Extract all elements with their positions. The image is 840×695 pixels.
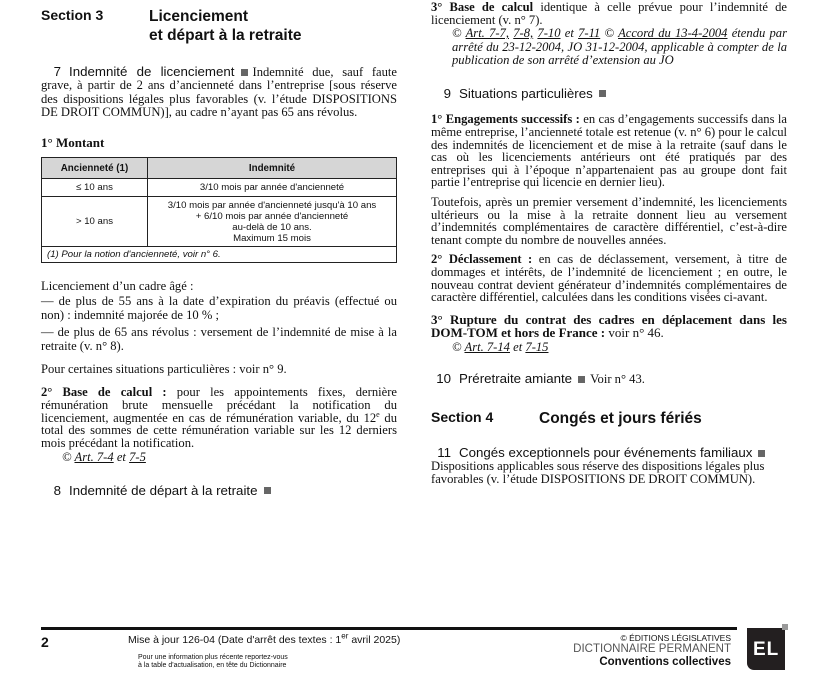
update-info — [128, 631, 401, 646]
table-footnote-row — [42, 247, 397, 263]
engagements-text: en cas d’engagements successifs dans la même entreprise, l’ancienneté totale est retenue (v. n° 6) pour le calcul des indemnités de licenciement et de mise à la retraite (sauf dans le cas où les licenciements antérieurs ont été pratiqués par des entreprises qui à l’époque n’appartenaient pas au groupe dont fait partie l’entreprise qui licencie en dernier lieu). — [431, 112, 787, 190]
base-calcul-text: pour les appointements fixes, dernière rémunération brute mensuelle précédant la notification du licenciement, augmentée en cas de rémunération variable, du 12 — [41, 385, 397, 425]
entry-number: 8 — [53, 482, 61, 498]
cell-line: + 6/10 mois par année d'ancienneté — [195, 210, 349, 222]
update-note-line: Pour une information plus récente reportez-vous — [138, 654, 288, 661]
cell-line: 3/10 mois par année d'ancienneté jusqu'à 10 ans — [167, 199, 377, 211]
article-link[interactable]: 7-11 — [578, 26, 601, 41]
base-calcul-text-end: du total des sommes de cette rémunération variable sur les 12 derniers mois précédant la notification. — [41, 410, 397, 450]
accord-details: étendu par arrêté du 23-12-2004, JO 31-12-2004, applicable à compter de la publication de son arrêté d’extension au JO — [452, 26, 788, 68]
section-title-line1: Licenciement — [149, 8, 249, 25]
section-title — [149, 7, 301, 45]
section-number: Section 4 — [431, 408, 494, 425]
entry-number: 7 — [53, 64, 61, 79]
copyright-icon: © — [452, 26, 462, 41]
article-link[interactable]: 7-5 — [129, 450, 146, 465]
table-footnote: (1) Pour la notion d'ancienneté, voir n° 6. — [42, 247, 397, 263]
entry-11-heading — [431, 445, 752, 460]
entry-title: Indemnité de licenciement — [69, 64, 235, 79]
article-link[interactable]: 7-10 — [537, 26, 561, 41]
square-bullet-icon — [599, 90, 606, 97]
declassement-text: en cas de déclassement, versement, à titre de dommages et intérêts, de l’indemnité de licenciement ; en outre, le nouveau contrat devient générateur d’indemnités complémentaires de caractère différentiel, calculées dans les conditions visées ci-avant. — [431, 252, 787, 305]
entry-8 — [41, 484, 397, 497]
rupture-contrat — [431, 313, 787, 340]
update-note-line: à la table d'actualisation, en tête du Dictionnaire — [138, 661, 287, 669]
table-cell — [148, 197, 397, 247]
section-4-heading — [431, 409, 787, 428]
table-header: Indemnité — [148, 158, 397, 179]
engagements-label: 1° Engagements successifs : — [431, 112, 580, 127]
article-link[interactable]: Art. 7-4 — [74, 450, 114, 465]
section-number: Section 3 — [41, 7, 104, 23]
entry-10-heading — [431, 371, 572, 386]
base-calcul-label: 2° Base de calcul : — [41, 385, 167, 400]
superscript: er — [341, 631, 349, 641]
toutefois-paragraph: Toutefois, après un premier versement d’indemnité, les licenciements ultérieurs ou la mise à la retraite donnent lieu au versement d’indemnités complémentaires de caractère différentiel, c’est-à-dire tenant compte du nombre de nouvelles années. — [431, 194, 787, 247]
table-row — [42, 179, 397, 197]
superscript: e — [376, 409, 380, 419]
entry-number: 9 — [443, 85, 451, 101]
square-bullet-icon — [264, 487, 271, 494]
situations-reference: Pour certaines situations particulières : voir n° 9. — [41, 362, 287, 377]
declassement — [431, 253, 787, 303]
entry-7-heading — [41, 64, 235, 79]
el-logo-icon — [747, 628, 785, 670]
entry-number: 11 — [437, 444, 451, 460]
cadre-age-intro: Licenciement d’un cadre âgé : — [41, 279, 194, 294]
section-title-line2: et départ à la retraite — [149, 27, 302, 44]
entry-title: Situations particulières — [459, 85, 593, 101]
table-cell: > 10 ans — [42, 197, 148, 247]
table-header-row — [42, 158, 397, 179]
square-bullet-icon — [758, 450, 765, 457]
entry-7 — [41, 65, 397, 120]
right-column — [431, 0, 787, 486]
left-column — [41, 0, 397, 497]
table-cell: ≤ 10 ans — [42, 179, 148, 197]
update-text-end: avril 2025) — [348, 634, 401, 646]
base-calcul-label: 3° Base de calcul — [431, 0, 534, 14]
cadre-age-item-2: — de plus de 65 ans révolus : versement de l’indemnité de mise à la retraite (v. n° 8). — [41, 325, 397, 353]
square-bullet-icon — [241, 69, 248, 76]
copyright-icon: © — [62, 450, 72, 465]
entry-10 — [431, 372, 787, 386]
entry-number: 10 — [436, 371, 451, 387]
indemnity-table — [41, 157, 397, 263]
accord-link[interactable]: Accord du 13-4-2004 — [618, 26, 728, 41]
article-link[interactable]: 7-8, — [513, 26, 534, 41]
entry-11 — [431, 446, 787, 486]
base-calcul-text: identique à celle prévue pour l’indemnité de licenciement (v. n° 7). — [431, 0, 787, 27]
conjunction: et — [513, 339, 523, 354]
references-entry-8 — [431, 27, 787, 68]
article-link[interactable]: Art. 7-14 — [464, 339, 510, 354]
section-3-heading — [41, 7, 397, 45]
entry-11-text: Dispositions applicables sous réserve des dispositions légales plus favorables (v. l’étude DISPOSITIONS DE DROIT COMMUN). — [431, 458, 765, 486]
references-entry-7 — [41, 451, 397, 464]
entry-10-text: Voir n° 43. — [590, 372, 645, 387]
rupture-text: voir n° 46. — [605, 325, 664, 341]
conjunction: et — [564, 26, 574, 41]
base-calcul-3 — [431, 1, 787, 26]
rupture-label: 3° Rupture du contrat des cadres en déplacement dans les DOM-TOM et hors de France : — [431, 311, 787, 341]
article-link[interactable]: Art. 7-7, — [465, 26, 510, 41]
update-text: Mise à jour 126-04 (Date d'arrêt des textes : 1 — [128, 634, 342, 646]
logo-text: EL — [753, 639, 780, 660]
publisher-name: © ÉDITIONS LÉGISLATIVES — [620, 633, 731, 643]
entry-7-text: Indemnité due, sauf faute grave, à partir de 2 ans d’ancienneté dans l’entreprise [sous réserve des dispositions légales plus favorables (v. l’étude DISPOSITIONS DE DROIT COMMUN)], au cadre n’ayant pas 65 ans révolus. — [41, 65, 397, 120]
copyright-icon: © — [452, 339, 462, 354]
footer-rule — [41, 627, 737, 630]
cadre-age-item-1: — de plus de 55 ans à la date d’expiration du préavis (effectué ou non) : indemnité majorée de 10 % ; — [41, 294, 397, 322]
cell-line: au-delà de 10 ans. — [232, 221, 312, 233]
base-calcul-2 — [41, 386, 397, 449]
montant-heading: 1° Montant — [41, 134, 105, 150]
table-header: Ancienneté (1) — [42, 158, 148, 179]
article-link[interactable]: 7-15 — [525, 339, 549, 354]
references-entry-9 — [431, 341, 787, 354]
table-cell: 3/10 mois par année d'ancienneté — [148, 179, 397, 197]
collection-name: DICTIONNAIRE PERMANENT — [573, 643, 731, 655]
conjunction: et — [116, 450, 126, 465]
entry-title: Indemnité de départ à la retraite — [69, 482, 258, 498]
square-bullet-icon — [578, 376, 585, 383]
cell-line: Maximum 15 mois — [233, 232, 311, 244]
publication-title: Conventions collectives — [599, 656, 731, 668]
update-note — [138, 654, 288, 669]
entry-title: Préretraite amiante — [459, 371, 573, 387]
entry-9 — [431, 87, 787, 100]
section-title: Congés et jours fériés — [539, 409, 702, 427]
page-number: 2 — [41, 634, 49, 650]
copyright-icon: © — [604, 26, 615, 41]
declassement-label: 2° Déclassement : — [431, 252, 533, 267]
logo-corner — [782, 624, 788, 630]
entry-title: Congés exceptionnels pour événements familiaux — [459, 444, 753, 460]
table-row — [42, 197, 397, 247]
engagements-successifs — [431, 113, 787, 189]
publisher-block — [573, 633, 731, 669]
